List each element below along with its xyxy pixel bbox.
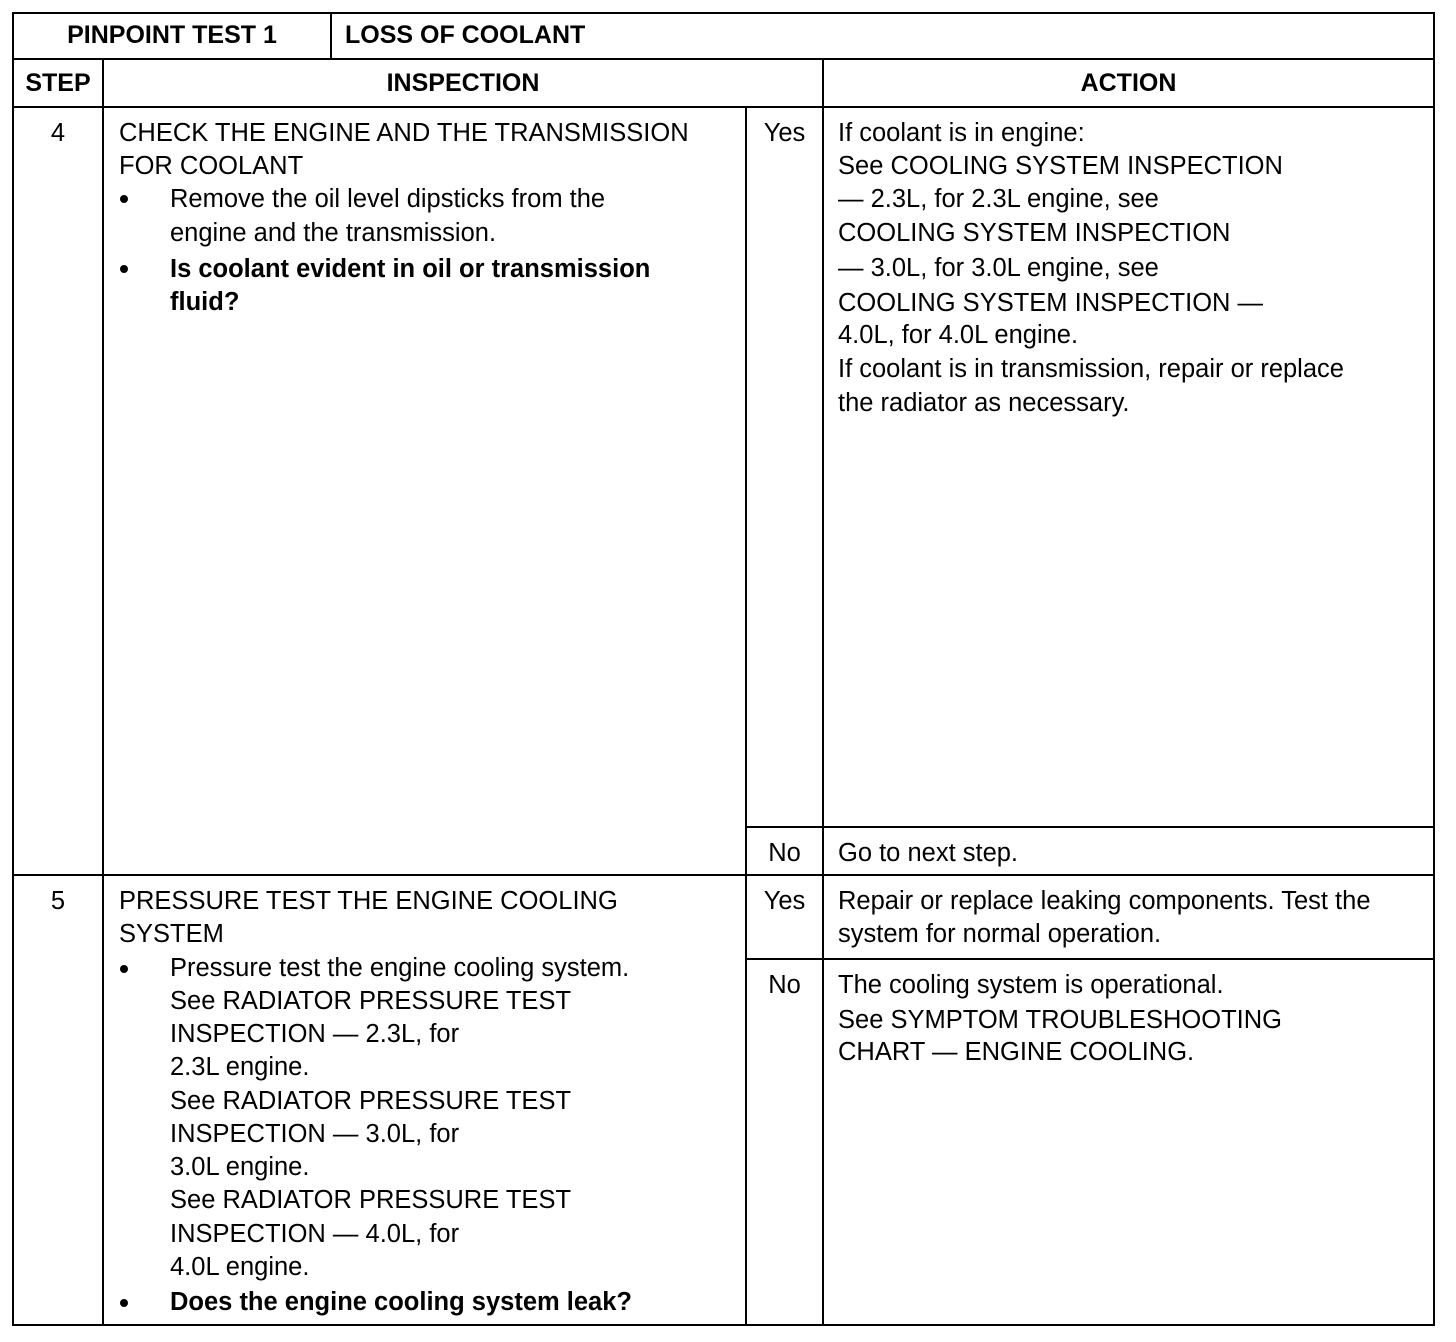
answer-yes: Yes <box>763 887 806 915</box>
action-line: system for normal operation. <box>838 920 1162 948</box>
bullet-icon <box>120 965 128 973</box>
action-line: If coolant is in transmission, repair or replace <box>838 355 1344 383</box>
step-number: 4 <box>50 119 66 147</box>
header-step: STEP <box>25 69 91 97</box>
answer-yes: Yes <box>763 119 806 147</box>
bullet-question-line: fluid? <box>170 288 240 316</box>
rule-step4-bottom <box>12 874 1435 876</box>
action-line: CHART — ENGINE COOLING. <box>838 1038 1195 1066</box>
test-name: LOSS OF COOLANT <box>345 21 586 49</box>
test-label: PINPOINT TEST 1 <box>67 21 277 49</box>
bullet-line: INSPECTION — 3.0L, for <box>170 1120 460 1148</box>
header-inspection: INSPECTION <box>386 69 540 97</box>
rule-top <box>12 12 1435 14</box>
rule-step-divider <box>102 58 104 1326</box>
bullet-line: See RADIATOR PRESSURE TEST <box>170 1087 572 1115</box>
rule-header-bottom <box>12 106 1435 108</box>
action-line: COOLING SYSTEM INSPECTION — <box>838 289 1264 317</box>
action-line: See SYMPTOM TROUBLESHOOTING <box>838 1006 1282 1034</box>
rule-right <box>1433 12 1435 1326</box>
bullet-line: See RADIATOR PRESSURE TEST <box>170 1186 572 1214</box>
bullet-icon <box>120 195 128 203</box>
action-line: Go to next step. <box>838 839 1019 867</box>
action-line: COOLING SYSTEM INSPECTION <box>838 219 1231 247</box>
action-line: — 2.3L, for 2.3L engine, see <box>838 185 1159 213</box>
header-action: ACTION <box>1080 69 1177 97</box>
step-number: 5 <box>50 887 66 915</box>
action-line: If coolant is in engine: <box>838 119 1085 147</box>
action-line: the radiator as necessary. <box>838 389 1130 417</box>
rule-title-divider <box>330 12 332 60</box>
rule-left <box>12 12 14 1326</box>
bullet-line: 3.0L engine. <box>170 1153 310 1181</box>
inspection-title-line: CHECK THE ENGINE AND THE TRANSMISSION <box>119 119 689 147</box>
bullet-line: INSPECTION — 4.0L, for <box>170 1220 460 1248</box>
bullet-line: Pressure test the engine cooling system. <box>170 954 630 982</box>
bullet-icon <box>120 1299 128 1307</box>
bullet-line: INSPECTION — 2.3L, for <box>170 1020 460 1048</box>
bullet-line: 2.3L engine. <box>170 1053 310 1081</box>
bullet-line: 4.0L engine. <box>170 1253 310 1281</box>
action-line: — 3.0L, for 3.0L engine, see <box>838 254 1159 282</box>
bullet-line: engine and the transmission. <box>170 219 497 247</box>
rule-step4-yes-no <box>745 826 1435 828</box>
action-line: Repair or replace leaking components. Test the <box>838 887 1371 915</box>
bullet-question-line: Is coolant evident in oil or transmission <box>170 255 651 283</box>
rule-title-bottom <box>12 58 1435 60</box>
answer-no: No <box>768 971 801 999</box>
action-line: 4.0L, for 4.0L engine. <box>838 321 1079 349</box>
rule-step5-yes-no <box>745 958 1435 960</box>
inspection-title-line: FOR COOLANT <box>119 152 304 180</box>
rule-answer-divider <box>745 106 747 1326</box>
rule-action-divider <box>822 58 824 1326</box>
bullet-line: See RADIATOR PRESSURE TEST <box>170 987 572 1015</box>
rule-bottom <box>12 1324 1435 1326</box>
inspection-title-line: PRESSURE TEST THE ENGINE COOLING <box>119 887 618 915</box>
bullet-question-line: Does the engine cooling system leak? <box>170 1288 632 1316</box>
action-line: The cooling system is operational. <box>838 971 1224 999</box>
bullet-line: Remove the oil level dipsticks from the <box>170 185 606 213</box>
answer-no: No <box>768 839 801 867</box>
bullet-icon <box>120 265 128 273</box>
inspection-title-line: SYSTEM <box>119 920 224 948</box>
action-line: See COOLING SYSTEM INSPECTION <box>838 152 1283 180</box>
